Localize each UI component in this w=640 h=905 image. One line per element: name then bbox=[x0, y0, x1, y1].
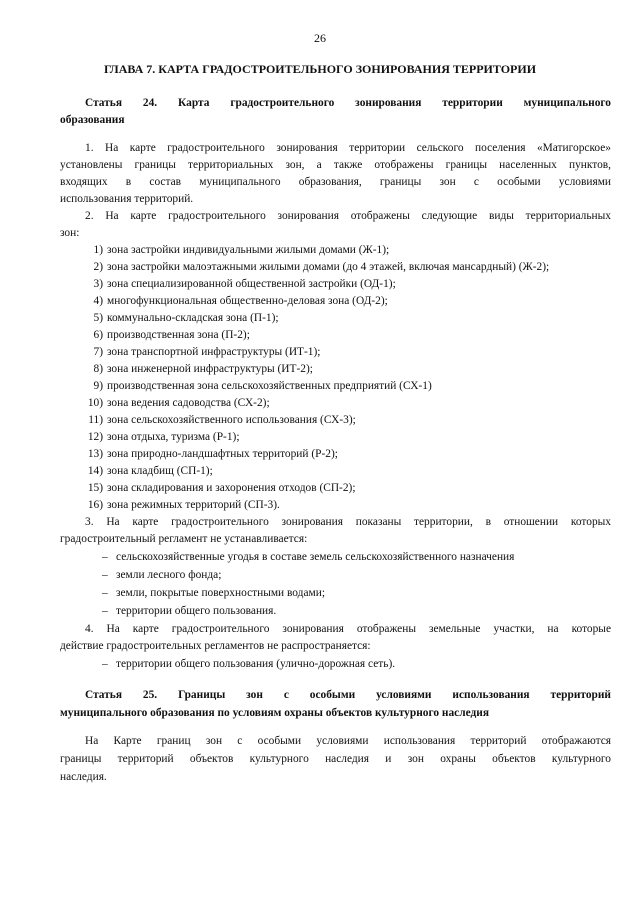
article-25-title-line-2: муниципального образования по условиям охраны объектов культурного наследия bbox=[60, 707, 490, 719]
article-25-title-line-1: Статья 25. Границы зон с особыми условиями использования территорий bbox=[85, 689, 611, 701]
list-text: зона инженерной инфраструктуры (ИТ-2); bbox=[107, 363, 313, 375]
list-text: производственная зона сельскохозяйственных предприятий (СХ-1) bbox=[107, 380, 432, 392]
dash-list-item bbox=[102, 656, 395, 674]
paragraph-2-line: зон: bbox=[60, 227, 80, 239]
dash-marker: – bbox=[102, 551, 108, 563]
dash-list-item bbox=[102, 585, 325, 603]
zone-list-item bbox=[75, 259, 549, 277]
list-number: 16) bbox=[87, 499, 103, 511]
page-number: 26 bbox=[314, 31, 326, 45]
list-number: 9) bbox=[93, 380, 103, 392]
dash-marker: – bbox=[102, 658, 108, 670]
zone-list-item bbox=[75, 463, 213, 481]
list-number: 2) bbox=[93, 261, 103, 273]
zone-list-item bbox=[75, 293, 388, 311]
article-25-body-line: На Карте границ зон с особыми условиями использования территорий отображаются bbox=[85, 735, 611, 747]
zone-list-item bbox=[75, 446, 338, 464]
dash-list-item bbox=[102, 603, 276, 621]
list-text: производственная зона (П-2); bbox=[107, 329, 250, 341]
list-text: зона застройки малоэтажными жилыми домами (до 4 этажей, включая мансардный) (Ж-2); bbox=[107, 261, 550, 273]
list-number: 15) bbox=[87, 482, 103, 494]
zone-list-item bbox=[75, 327, 250, 345]
zone-list-item bbox=[75, 497, 280, 515]
zone-list-item bbox=[75, 361, 313, 379]
dash-marker: – bbox=[102, 605, 108, 617]
list-text: зона режимных территорий (СП-3). bbox=[107, 499, 280, 511]
zone-list-item bbox=[75, 310, 279, 328]
chapter-title: ГЛАВА 7. КАРТА ГРАДОСТРОИТЕЛЬНОГО ЗОНИРОВАНИЯ ТЕРРИТОРИИ bbox=[103, 62, 537, 76]
paragraph-2-line: 2. На карте градостроительного зонирования отображены следующие виды территориальных bbox=[85, 210, 611, 222]
list-text: территории общего пользования (улично-дорожная сеть). bbox=[116, 658, 396, 670]
list-text: зона специализированной общественной застройки (ОД-1); bbox=[107, 278, 396, 290]
list-number: 10) bbox=[87, 397, 103, 409]
paragraph-1-line: входящих в состав муниципального образования, границы зон с особыми условиями bbox=[60, 176, 611, 188]
list-number: 14) bbox=[87, 465, 103, 477]
paragraph-1-line: 1. На карте градостроительного зонирования территории сельского поселения «Матигорское» bbox=[85, 142, 611, 154]
article-25-body-line: границы территорий объектов культурного наследия и зон охраны объектов культурного bbox=[60, 753, 611, 765]
list-number: 6) bbox=[93, 329, 103, 341]
list-text: территории общего пользования. bbox=[116, 605, 277, 617]
list-number: 4) bbox=[93, 295, 103, 307]
list-text: зона природно-ландшафтных территорий (Р-2); bbox=[107, 448, 338, 460]
paragraph-4-line: 4. На карте градостроительного зонирования отображены земельные участки, на которые bbox=[85, 623, 611, 635]
list-text: зона ведения садоводства (СХ-2); bbox=[107, 397, 270, 409]
list-text: зона складирования и захоронения отходов (СП-2); bbox=[107, 482, 356, 494]
list-number: 12) bbox=[87, 431, 103, 443]
zone-list-item bbox=[75, 429, 240, 447]
zone-list-item bbox=[75, 378, 432, 396]
zone-list-item bbox=[75, 242, 389, 260]
paragraph-3-line: градостроительный регламент не устанавливается: bbox=[60, 533, 308, 545]
list-text: зона транспортной инфраструктуры (ИТ-1); bbox=[107, 346, 321, 358]
list-text: земли лесного фонда; bbox=[116, 569, 222, 581]
zone-list-item bbox=[75, 412, 356, 430]
list-text: зона застройки индивидуальными жилыми домами (Ж-1); bbox=[107, 244, 390, 256]
zone-list-item bbox=[75, 276, 396, 294]
dash-marker: – bbox=[102, 569, 108, 581]
article-25-body-line: наследия. bbox=[60, 771, 107, 783]
list-number: 11) bbox=[88, 414, 103, 426]
paragraph-4-line: действие градостроительных регламентов не распространяется: bbox=[60, 640, 371, 652]
list-text: многофункциональная общественно-деловая зона (ОД-2); bbox=[107, 295, 388, 307]
list-number: 5) bbox=[93, 312, 103, 324]
list-text: зона сельскохозяйственного использования (СХ-3); bbox=[107, 414, 356, 426]
dash-marker: – bbox=[102, 587, 108, 599]
dash-list-item bbox=[102, 549, 514, 567]
zone-list-item bbox=[75, 395, 270, 413]
paragraph-1-line: установлены границы территориальных зон, а также отображены границы населенных пунктов, bbox=[60, 159, 611, 171]
list-text: зона отдыха, туризма (Р-1); bbox=[107, 431, 240, 443]
list-number: 13) bbox=[87, 448, 103, 460]
list-text: земли, покрытые поверхностными водами; bbox=[116, 587, 325, 599]
list-text: зона кладбищ (СП-1); bbox=[107, 465, 213, 477]
list-number: 7) bbox=[93, 346, 103, 358]
dash-list-item bbox=[102, 567, 221, 585]
list-number: 8) bbox=[93, 363, 103, 375]
list-number: 3) bbox=[93, 278, 103, 290]
list-number: 1) bbox=[93, 244, 103, 256]
list-text: коммунально-складская зона (П-1); bbox=[107, 312, 279, 324]
list-text: сельскохозяйственные угодья в составе земель сельскохозяйственного назначения bbox=[116, 551, 515, 563]
article-24-title-line-2: образования bbox=[60, 114, 125, 126]
zone-list-item bbox=[75, 344, 320, 362]
article-24-title-line-1: Статья 24. Карта градостроительного зонирования территории муниципального bbox=[85, 97, 611, 109]
paragraph-3-line: 3. На карте градостроительного зонирования показаны территории, в отношении которых bbox=[85, 516, 611, 528]
paragraph-1-line: использования территорий. bbox=[60, 193, 194, 205]
zone-list-item bbox=[75, 480, 356, 498]
